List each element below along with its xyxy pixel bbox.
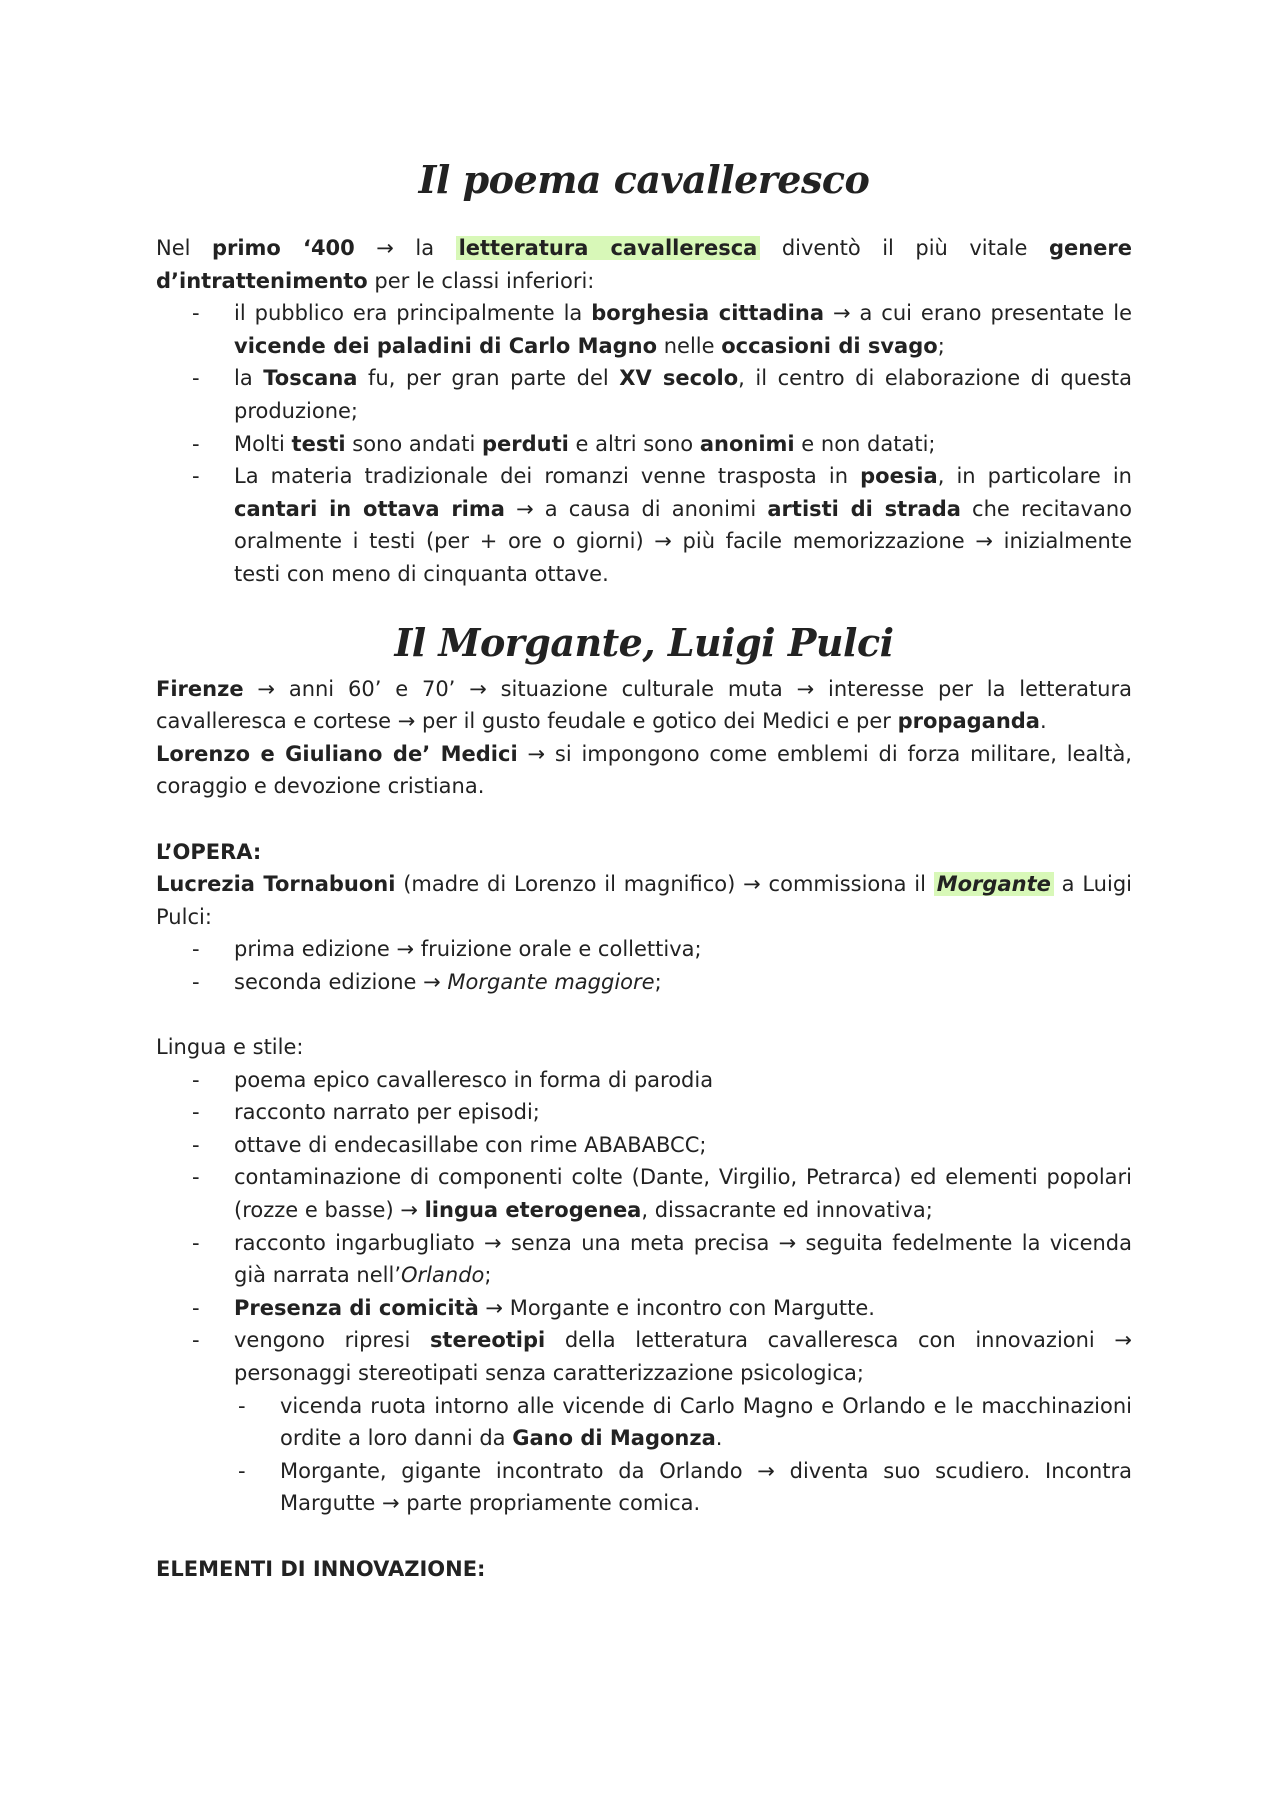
- sub-list: [234, 1390, 1132, 1520]
- paragraph-lucrezia: Lucrezia Tornabuoni (madre di Lorenzo il magnifico) → commissiona il Morgante a Luigi Pulci:: [156, 872, 1132, 929]
- spacer: [156, 803, 1132, 836]
- list-item: - Morgante, gigante incontrato da Orlando → diventa suo scudiero. Incontra Margutte → parte propriamente comica.: [280, 1455, 1132, 1520]
- spacer: [156, 1520, 1132, 1553]
- heading-lingua-stile: Lingua e stile:: [156, 1035, 304, 1060]
- list-item: - vicenda ruota intorno alle vicende di Carlo Magno e Orlando e le macchinazioni ordite a loro danni da Gano di Magonza.: [280, 1390, 1132, 1455]
- list-item: - vengono ripresi stereotipi della letteratura cavalleresca con innovazioni → personaggi stereotipati senza caratterizzazione psicologica; - vicenda ruota intorno alle vicende di Carlo Magno e Orlando e le macchinazioni ordite a loro danni da Gano di Magonza. - Morgante, gigante incontrato da Orlando → diventa suo scudiero. Incontra Margutte → parte propriamente comica.: [234, 1324, 1132, 1520]
- list-item: - la Toscana fu, per gran parte del XV secolo, il centro di elaborazione di questa produzione;: [234, 362, 1132, 427]
- lingua-list: [156, 1064, 1132, 1520]
- list-item: - il pubblico era principalmente la borghesia cittadina → a cui erano presentate le vicende dei paladini di Carlo Magno nelle occasioni di svago;: [234, 297, 1132, 362]
- list-item: - Molti testi sono andati perduti e altri sono anonimi e non datati;: [234, 428, 1132, 461]
- paragraph-medici: Lorenzo e Giuliano de’ Medici → si impongono come emblemi di forza militare, lealtà, coraggio e devozione cristiana.: [156, 741, 1132, 799]
- list-item: - seconda edizione → Morgante maggiore;: [234, 966, 1132, 999]
- list-item: - contaminazione di componenti colte (Dante, Virgilio, Petrarca) ed elementi popolari (rozze e basse) → lingua eterogenea, dissacrante ed innovativa;: [234, 1161, 1132, 1226]
- paragraph-firenze: Firenze → anni 60’ e 70’ → situazione culturale muta → interesse per la letteratura cavalleresca e cortese → per il gusto feudale e gotico dei Medici e per propaganda.: [156, 676, 1132, 734]
- spacer: [156, 998, 1132, 1031]
- heading-opera: L’OPERA:: [156, 839, 262, 864]
- list-item: - poema epico cavalleresco in forma di parodia: [234, 1064, 1132, 1097]
- highlight-letteratura-cavalleresca: letteratura cavalleresca: [456, 236, 761, 260]
- list-item: - racconto ingarbugliato → senza una meta precisa → seguita fedelmente la vicenda già narrata nell’Orlando;: [234, 1227, 1132, 1292]
- title-poema-cavalleresco: Il poema cavalleresco: [418, 157, 870, 202]
- heading-innovazione: ELEMENTI DI INNOVAZIONE:: [156, 1556, 486, 1581]
- list-item: - ottave di endecasillabe con rime ABABABCC;: [234, 1129, 1132, 1162]
- list-item: - La materia tradizionale dei romanzi venne trasposta in poesia, in particolare in cantari in ottava rima → a causa di anonimi artisti di strada che recitavano oralmente i testi (per + ore o giorni) → più facile memorizzazione → inizialmente testi con meno di cinquanta ottave.: [234, 460, 1132, 590]
- editions-list: [156, 933, 1132, 998]
- title-morgante: Il Morgante, Luigi Pulci: [394, 619, 894, 665]
- intro-list: [156, 297, 1132, 590]
- document-page: [156, 150, 1132, 1585]
- list-item: - Presenza di comicità → Morgante e incontro con Margutte.: [234, 1292, 1132, 1325]
- list-item: - prima edizione → fruizione orale e collettiva;: [234, 933, 1132, 966]
- list-item: - racconto narrato per episodi;: [234, 1096, 1132, 1129]
- highlight-morgante: Morgante: [934, 872, 1054, 896]
- intro-paragraph: Nel primo ‘400 → la letteratura cavalleresca diventò il più vitale genere d’intrattenimento per le classi inferiori:: [156, 236, 1133, 293]
